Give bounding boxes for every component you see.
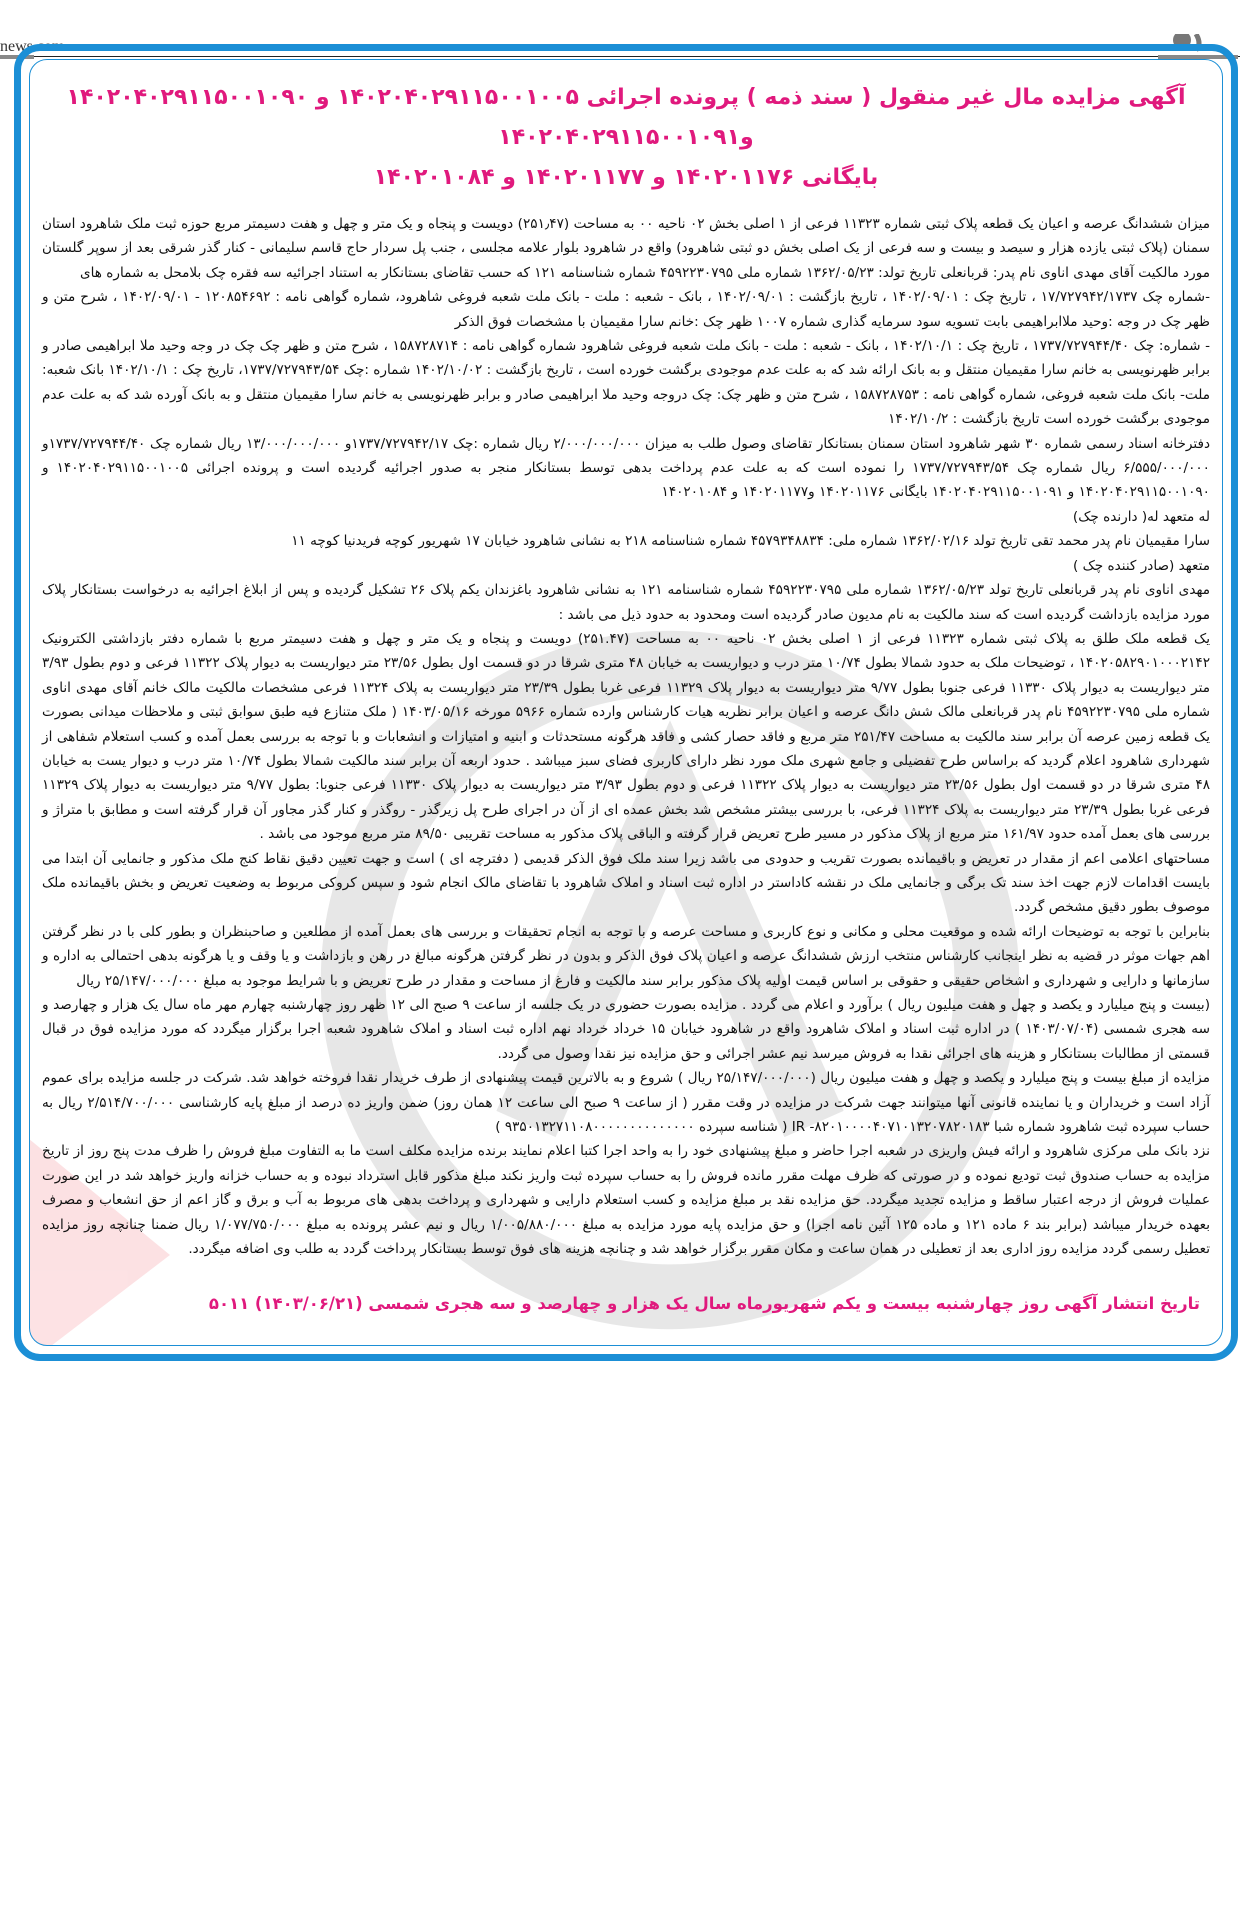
paragraph: بنابراین با توجه به توضیحات ارائه شده و موقعیت محلی و مکانی و نوع کاربری و مساحت عرصه و با توجه به انجام تحقیقات و بررسی های بعمل آمده از مطلعین و صاحبنظران و بطور کلی با در نظر گرفتن اهم جهات موثر در قضیه به نظر اینجانب کارشناس منتخب ارزش ششدانگ عرصه و اعیان پلاک فوق الذکر و بدون در نظر گرفتن هرگونه مبالغ در رهن و بازداشت و یا وقف و یا هرگونه بدهی احتمالی به اداره و سازمانها و دارایی و شهرداری و اشخاص حقیقی و حقوقی بر اساس قیمت اولیه پلاک مذکور برابر سند مالکیت و فارغ از مساحت و مقدار در طرح تعریض و با شرایط موجود به مبلغ ۲۵/۱۴۷/۰۰۰/۰۰۰ ریال [42, 923, 1210, 989]
paragraph: یک قطعه ملک طلق به پلاک ثبتی شماره ۱۱۳۲۳ فرعی از ۱ اصلی بخش ۰۲ ناحیه ۰۰ به مساحت (۲۵۱.۴۷) دویست و پنجاه و یک متر و چهل و هفت دسیمتر مربع با شماره دفتر بازداشتی الکترونیک ۱۴۰۲۰۵۸۲۹۰۱۰۰۰۲۱۴۲ ، توضیحات ملک به حدود شمالا بطول ۱۰/۷۴ متر درب و دیواریست به خیابان ۴۸ متری شرقا در دو قسمت اول بطول ۲۳/۵۶ متر دیواریست به دیوار پلاک ۱۱۳۲۲ فرعی و دوم بطول ۳/۹۳ متر دیواریست به دیوار پلاک ۱۱۳۳۰ فرعی جنوبا بطول ۹/۷۷ متر دیواریست به دیوار پلاک ۱۱۳۲۹ فرعی غربا بطول ۲۳/۳۹ متر دیواریست به پلاک ۱۱۳۲۴ فرعی مشخصات مالکیت مالک خانم آقای مهدی اناوی شماره ملی ۴۵۹۲۲۳۰۷۹۵ نام پدر قربانعلی مالک شش دانگ عرصه و اعیان برابر نظریه هیات کارشناس وارده شماره ۵۹۶۶ مورخه ۱۴۰۳/۰۵/۱۶ ( ملک متنازع فیه طبق سوابق ثبتی و ملاحظات میدانی بصورت یک قطعه زمین عرصه آن برابر سند مالکیت به مساحت ۲۵۱/۴۷ متر مربع و فاقد حصار کشی و فاقد هرگونه مستحدثات و ابنیه و امتیازات و انشعابات و با توجه به بررسی بعمل آمده و کسب استعلام شفاهی از شهرداری شاهرود اعلام گردید که براساس طرح تفضیلی و جامع شهری ملک مورد نظر دارای کاربری فضای سبز میباشد . حدود اربعه آن برابر سند مالکیت شمالا بطول ۱۰/۷۴ متر درب و دیوار یست به خیابان ۴۸ متری شرقا در دو قسمت اول بطول ۲۳/۵۶ متر دیواریست به دیوار پلاک ۱۱۳۲۲ فرعی و دوم بطول ۳/۹۳ متر دیواریست به دیوار پلاک ۱۱۳۳۰ فرعی جنوبا: بطول ۹/۷۷ متر دیواریست به دیوار پلاک ۱۱۳۲۹ فرعی غربا بطول ۲۳/۳۹ متر دیواریست به پلاک ۱۱۳۲۴ فرعی، با بررسی بیشتر مشخص شد بخش عمده ای از آن در اجرای طرح پل زیرگذر - روگذر و کنار گذر مجاور آن قرار گرفته است و مطابق با متراژ و بررسی های بعمل آمده حدود ۱۶۱/۹۷ متر مربع از پلاک مذکور در مسیر طرح تعریض قرار گرفته و الباقی پلاک مذکور به مساحت تقریبی ۸۹/۵۰ متر مربع موجود می باشد . [42, 630, 1211, 843]
paragraph: مهدی اناوی نام پدر قربانعلی تاریخ تولد ۱۳۶۲/۰۵/۲۳ شماره ملی ۴۵۹۲۲۳۰۷۹۵ شماره شناسنامه ۱۲۱ به نشانی شاهرود باغزندان یکم پلاک ۲۶ تشکیل گردیده و پس از ابلاغ اجرائیه به درخواست بستانکار پلاک مورد مزایده بازداشت گردیده است که سند مالکیت به نام مدیون صادر گردیده است ومحدود به حدود ذیل می باشد : [42, 582, 1211, 623]
publication-date: تاریخ انتشار آگهی روز چهارشنبه بیست و یکم شهریورماه سال یک هزار و چهارصد و سه هجری شمسی (۱۴۰۳/۰۶/۲۱) ۵۰۱۱ [208, 1294, 1200, 1314]
paragraph: دفترخانه اسناد رسمی شماره ۳۰ شهر شاهرود استان سمنان بستانکار تقاضای وصول طلب به میزان ۲/۰۰۰/۰۰۰/۰۰۰ ریال شماره :چک ۱۷۳۷/۷۲۷۹۴۲/۱۷و ۱۳/۰۰۰/۰۰۰/۰۰۰ ریال شماره چک ۱۷۳۷/۷۲۷۹۴۴/۴۰و ۶/۵۵۵/۰۰۰/۰۰۰ ریال شماره چک ۱۷۳۷/۷۲۷۹۴۳/۵۴ را نموده است که به علت عدم پرداخت بدهی توسط بستانکار منجر به صدور اجرائیه گردیده است و پرونده اجرائی ۱۴۰۲۰۴۰۲۹۱۱۵۰۰۱۰۰۵ و ۱۴۰۲۰۴۰۲۹۱۱۵۰۰۱۰۹۰ و ۱۴۰۲۰۴۰۲۹۱۱۵۰۰۱۰۹۱ بایگانی ۱۴۰۲۰۱۱۷۶ و۱۴۰۲۰۱۱۷۷ و ۱۴۰۲۰۱۰۸۴ [42, 435, 1211, 501]
paragraph: متعهد (صادر کننده چک ) [1072, 557, 1210, 574]
title-line-1: آگهی مزایده مال غیر منقول ( سند ذمه ) پرونده اجرائی ۱۴۰۲۰۴۰۲۹۱۱۵۰۰۱۰۰۵ و ۱۴۰۲۰۴۰۲۹۱۱۵۰۰۱۰۹۰ و۱۴۰۲۰۴۰۲۹۱۱۵۰۰۱۰۹۱ [66, 85, 1186, 150]
paragraph: مساحتهای اعلامی اعم از مقدار در تعریض و باقیمانده بصورت تقریب و حدودی می باشد زیرا سند ملک فوق الذکر قدیمی ( دفترچه ای ) است و جهت تعیین دقیق نقاط کنج ملک مذکور و جانمایی آن ابتدا می بایست اقدامات لازم جهت اخذ سند تک برگی و جانمایی ملک در نقشه کاداستر در اداره ثبت اسناد و املاک شاهرود با تقاضای مالک انجام شود و سپس کروکی مربوط به وضعیت تعریض و بخش باقیمانده ملک موصوف بطور دقیق مشخص گردد. [42, 850, 1210, 916]
notice-body [42, 212, 1210, 1261]
notice-title [52, 78, 1200, 198]
paragraph: سارا مقیمیان نام پدر محمد تقی تاریخ تولد ۱۳۶۲/۰۲/۱۶ شماره ملی: ۴۵۷۹۳۴۸۸۳۴ شماره شناسنامه ۲۱۸ به نشانی شاهرود خیابان ۱۷ شهریور کوچه فریدنیا کوچه ۱۱ [291, 533, 1210, 550]
notice-frame-inner [29, 59, 1223, 1346]
paragraph: -شماره چک ۱۷/۷۲۷۹۴۲/۱۷۳۷ ، تاریخ چک : ۱۴۰۲/۰۹/۰۱ ، تاریخ بازگشت : ۱۴۰۲/۰۹/۰۱ ، بانک - شعبه : ملت - بانک ملت شعبه فروغی شاهرود، شماره گواهی نامه : ۱۲۰۸۵۴۶۹۲ - ۱۴۰۲/۰۹/۰۱ ، شرح متن و ظهر چک در وجه :وحید ملاابراهیمی بابت تسویه سود سرمایه گذاری شماره ۱۰۰۷ ظهر چک :خانم سارا مقیمیان با مشخصات فوق الذکر [42, 289, 1210, 330]
paragraph: میزان ششدانگ عرصه و اعیان یک قطعه پلاک ثبتی شماره ۱۱۳۲۳ فرعی از ۱ اصلی بخش ۰۲ ناحیه ۰۰ به مساحت (۲۵۱٫۴۷) دویست و پنجاه و یک متر و چهل و هفت دسیمتر مربع حوزه ثبت ملک شاهرود استان سمنان (پلاک ثبتی یازده هزار و سیصد و بیست و سه فرعی از یک اصلی بخش دو ثبتی شاهرود) واقع در شاهرود بلوار علامه مجلسی ، جنب پل سردار حاج قاسم سلیمانی - کنار گذر شرقی بعد از سوپر گلستان مورد مالکیت آقای مهدی اناوی نام پدر: قربانعلی تاریخ تولد: ۱۳۶۲/۰۵/۲۳ شماره ملی ۴۵۹۲۲۳۰۷۹۵ شماره شناسنامه ۱۲۱ که حسب تقاضای بستانکار به استناد اجرائیه سه فقره چک بلامحل به شماره های [42, 216, 1211, 281]
paragraph: - شماره: چک ۱۷۳۷/۷۲۷۹۴۴/۴۰ ، تاریخ چک : ۱۴۰۲/۱۰/۱ ، بانک - شعبه : ملت - بانک ملت شعبه فروغی شاهرود شماره گواهی نامه : ۱۵۸۷۲۸۷۱۴ ، شرح متن و ظهر چک چک در وجه وحید ملا ابراهیمی صادر و برابر ظهرنویسی به خانم سارا مقیمیان منتقل و به بانک ارائه شد که به علت عدم موجودی برگشت خورده است ، تاریخ بازگشت : ۱۴۰۲/۱۰/۰۲ شماره :چک ۱۷۳۷/۷۲۷۹۴۳/۵۴، تاریخ چک : ۱۴۰۲/۱۰/۱ بانک شعبه: ملت- بانک ملت شعبه فروغی، شماره گواهی نامه : ۱۵۸۷۲۸۷۵۳ ، شرح متن و ظهر چک: چک دروجه وحید ملا ابراهیمی صادر و برابر ظهرنویسی به خانم سارا مقیمیان منتقل و به بانک آورده شد که به علت عدم موجودی برگشت خورده است تاریخ بازگشت : ۱۴۰۲/۱۰/۲ [42, 338, 1210, 428]
paragraph: نزد بانک ملی مرکزی شاهرود و ارائه فیش واریزی در شعبه اجرا حاضر و مبلغ پیشنهادی خود را به واحد اجرا کتبا اعلام نمایند برنده مزایده مکلف است ما به التفاوت مبلغ فروش را ظرف مدت پنج روز از تاریخ مزایده به حساب صندوق ثبت تودیع نموده و در صورتی که ظرف مهلت مقرر مانده فروش را به حساب سپرده ثبت واریز نکند مبلغ مذکور قابل استرداد نبوده و به حساب خزانه واریز خواهد شد در این صورت عملیات فروش از درجه اعتبار ساقط و مزایده تجدید میگردد. حق مزایده نقد بر مبلغ مزایده و کسب استعلام دارایی و شهرداری و پرداخت بدهی های مربوط به آب و برق و گاز اعم از حق انشعاب و مصرف بعهده خریدار میباشد (برابر بند ۶ ماده ۱۲۱ و ماده ۱۲۵ آئین نامه اجرا) و حق مزایده پایه مورد مزایده به مبلغ ۱/۰۰۵/۸۸۰/۰۰۰ ریال و نیم عشر پرونده به مبلغ ۱/۰۷۷/۷۵۰/۰۰۰ ریال ضمنا چنانچه روز مزایده تعطیل رسمی گردد مزایده روز اداری بعد از تعطیلی در همان ساعت و مکان مقرر برگزار خواهد شد و چنانچه هزینه های فوق توسط بستانکار پرداخت گردد به طلب وی اضافه میگردد. [42, 1143, 1211, 1258]
paragraph: (بیست و پنج میلیارد و یکصد و چهل و هفت میلیون ریال ) برآورد و اعلام می گردد . مزایده بصورت حضوری در یک جلسه از ساعت ۹ صبح الی ۱۲ ظهر روز چهارشنبه چهارم مهر ماه سال یک هزار و چهارصد و سه هجری شمسی (۱۴۰۳/۰۷/۰۴ ) در اداره ثبت اسناد و املاک شاهرود واقع در شاهرود خیابان ۱۵ خرداد خرداد نهم اداره ثبت اسناد و املاک شاهرود شعبه اجرا برگزار میگردد که مورد مزایده فوق در قبال قسمتی از مطالبات بستانکار و هزینه های اجرائی نقدا به فروش میرسد نیم عشر اجرائی و حق مزایده نیز نقدا وصول می گردد. [42, 997, 1210, 1062]
site-url: news.com [0, 38, 65, 55]
title-line-2: بایگانی ۱۴۰۲۰۱۱۷۶ و ۱۴۰۲۰۱۱۷۷ و ۱۴۰۲۰۱۰۸۴ [373, 165, 879, 190]
paragraph: مزایده از مبلغ بیست و پنج میلیارد و یکصد و چهل و هفت میلیون ریال (۲۵/۱۴۷/۰۰۰/۰۰۰ ریال ) شروع و به بالاترین قیمت پیشنهادی از طرف خریدار نقدا فروخته خواهد شد. شرکت در جلسه مزایده برای عموم آزاد است و خریداران و یا نماینده قانونی آنها میتوانند جهت شرکت در مزایده در وقت مقرر ( از ساعت ۹ صبح الی ساعت ۱۲ همان روز) ضمن واریز ده درصد از مبلغ پایه کارشناسی ۲/۵۱۴/۷۰۰/۰۰۰ ریال به حساب سپرده ثبت شاهرود شماره شبا IR -۸۲۰۱۰۰۰۰۴۰۷۱۰۱۳۲۰۷۸۲۰۱۸۳ ( شناسه سپرده ۹۳۵۰۱۳۲۷۱۱۰۸۰۰۰۰۰۰۰۰۰۰۰۰۰۰ ) [42, 1070, 1210, 1136]
notice-frame [14, 44, 1238, 1361]
paragraph: له متعهد له( دارنده چک) [1072, 508, 1210, 525]
